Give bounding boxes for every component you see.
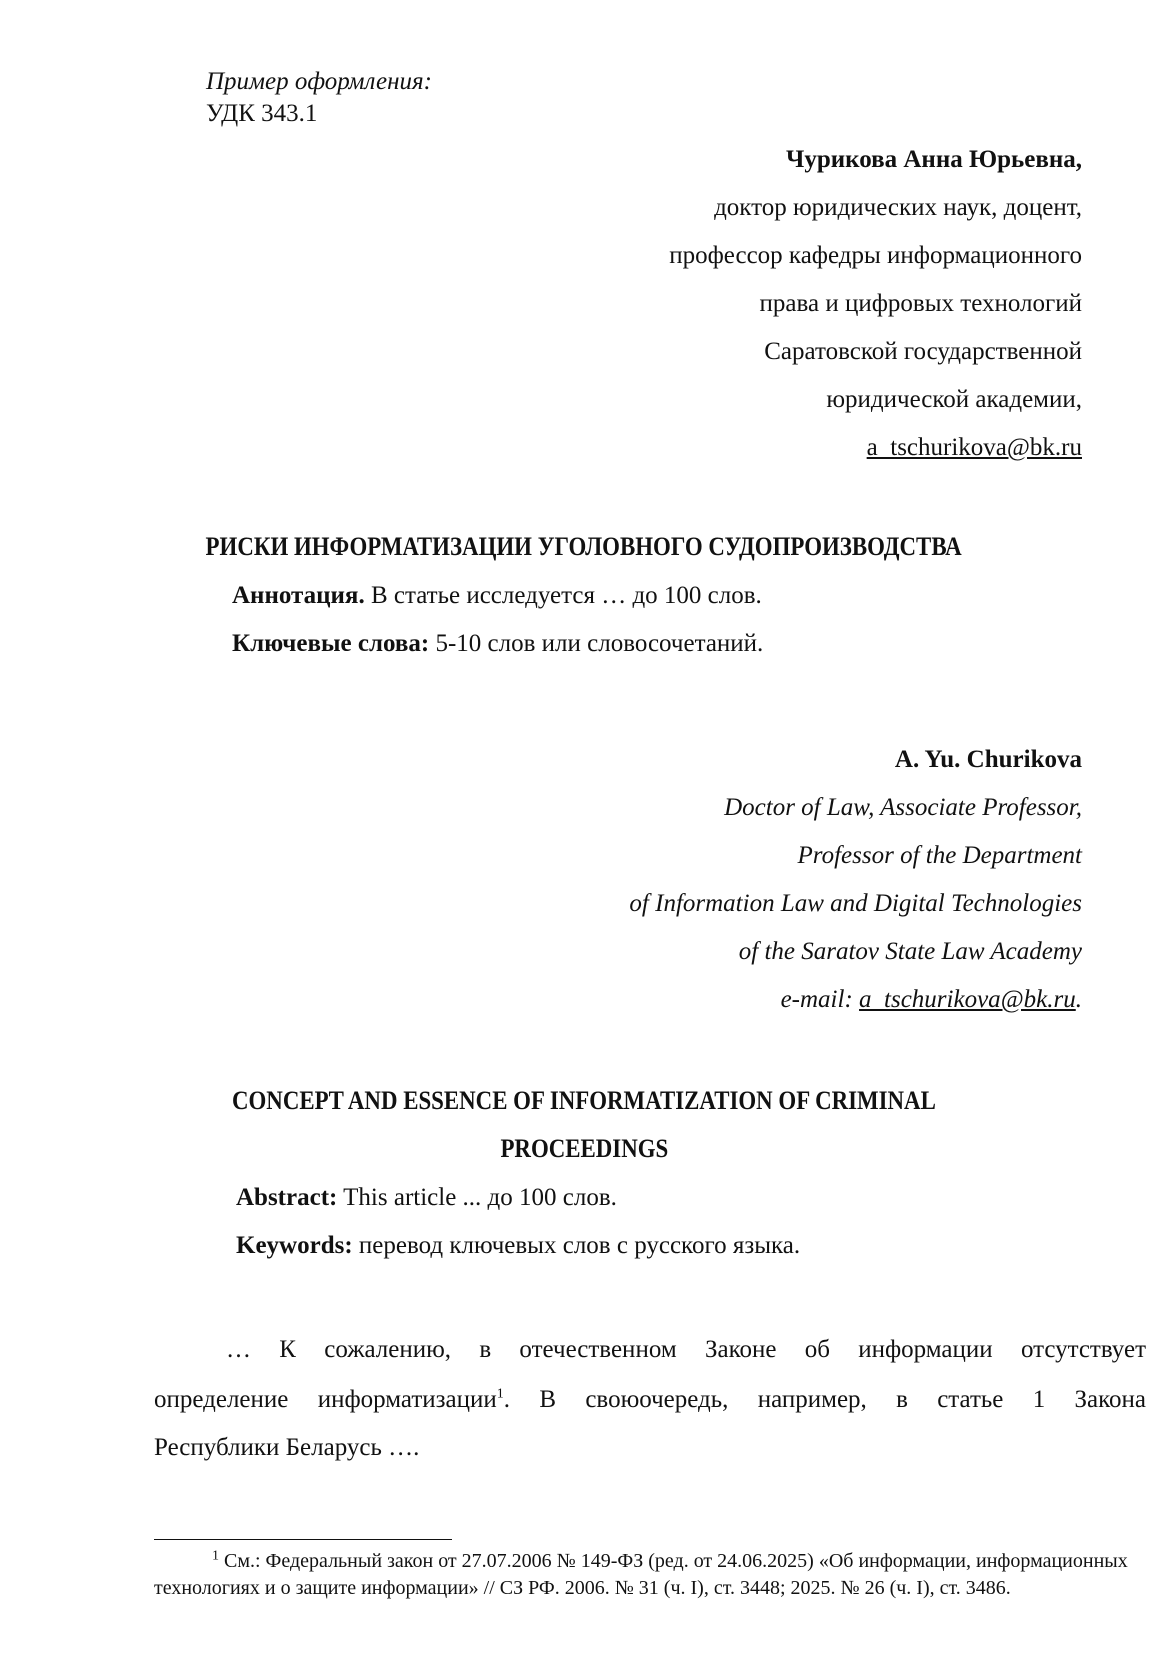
email-suffix: . bbox=[1075, 986, 1082, 1013]
abstract-en bbox=[236, 1184, 617, 1212]
keywords-ru bbox=[232, 630, 763, 658]
abstract-en-label: Abstract: bbox=[236, 1184, 338, 1211]
sample-label: Пример оформления: bbox=[206, 68, 432, 95]
footnote-text: См.: Федеральный закон от 27.07.2006 № 149-ФЗ (ред. от 24.06.2025) «Об информации, информационных технологиях и о защите информации» // СЗ РФ. 2006. № 31 (ч. I), ст. 3448; 2025. № 26 (ч. I), ст. 3486. bbox=[154, 1550, 1128, 1599]
abstract-ru-label: Аннотация. bbox=[232, 582, 365, 609]
abstract-ru bbox=[232, 582, 762, 610]
author-affiliation-en-line: of the Saratov State Law Academy bbox=[738, 938, 1082, 965]
author-affiliation-line: доктор юридических наук, доцент, bbox=[714, 194, 1082, 221]
author-affiliation-line: юридической академии, bbox=[826, 386, 1082, 413]
article-title-en-line1-text: CONCEPT AND ESSENCE OF INFORMATIZATION OF CRIMINAL bbox=[232, 1086, 936, 1115]
author-name-ru: Чурикова Анна Юрьевна, bbox=[786, 146, 1082, 173]
keywords-en bbox=[236, 1232, 800, 1260]
author-name-en: A. Yu. Churikova bbox=[894, 746, 1082, 773]
author-affiliation-line: Саратовской государственной bbox=[764, 338, 1082, 365]
body-line-2-before: определение информатизации bbox=[154, 1386, 497, 1413]
body-line-2 bbox=[154, 1386, 1146, 1414]
body-line-2-after: . В своюочередь, например, в статье 1 Закона bbox=[503, 1386, 1146, 1413]
author-email-en bbox=[781, 986, 1082, 1014]
footnote-separator bbox=[154, 1539, 452, 1540]
body-line-1: … К сожалению, в отечественном Законе об информации отсутствует bbox=[226, 1336, 1146, 1363]
footnote bbox=[154, 1548, 1146, 1602]
article-title-ru bbox=[0, 532, 1168, 562]
footnote-number: 1 bbox=[212, 1548, 219, 1564]
keywords-ru-text: 5-10 слов или словосочетаний. bbox=[429, 630, 764, 657]
article-title-en-line2-text: PROCEEDINGS bbox=[500, 1134, 668, 1163]
keywords-ru-label: Ключевые слова: bbox=[232, 630, 430, 657]
article-title-ru-text: РИСКИ ИНФОРМАТИЗАЦИИ УГОЛОВНОГО СУДОПРОИЗВОДСТВА bbox=[205, 532, 963, 561]
author-affiliation-en-line: of Information Law and Digital Technologies bbox=[629, 890, 1082, 917]
udc-code: УДК 343.1 bbox=[206, 100, 318, 127]
footnote-reference[interactable]: 1 bbox=[496, 1386, 504, 1402]
body-line-3: Республики Беларусь …. bbox=[154, 1434, 420, 1461]
keywords-en-text: перевод ключевых слов с русского языка. bbox=[352, 1232, 801, 1259]
abstract-ru-text: В статье исследуется … до 100 слов. bbox=[364, 582, 762, 609]
author-affiliation-line: профессор кафедры информационного bbox=[669, 242, 1082, 269]
keywords-en-label: Keywords: bbox=[236, 1232, 353, 1259]
author-affiliation-en-line: Professor of the Department bbox=[797, 842, 1082, 869]
author-email-link-ru[interactable]: a_tschurikova@bk.ru bbox=[866, 434, 1082, 461]
author-affiliation-line: права и цифровых технологий bbox=[759, 290, 1082, 317]
abstract-en-text: This article ... до 100 слов. bbox=[337, 1184, 617, 1211]
article-title-en-line1 bbox=[0, 1086, 1168, 1116]
email-label-en: e-mail: bbox=[780, 986, 860, 1013]
article-title-en-line2 bbox=[0, 1134, 1168, 1164]
author-affiliation-en-line: Doctor of Law, Associate Professor, bbox=[724, 794, 1082, 821]
author-email-link-en[interactable]: a_tschurikova@bk.ru bbox=[859, 986, 1076, 1013]
